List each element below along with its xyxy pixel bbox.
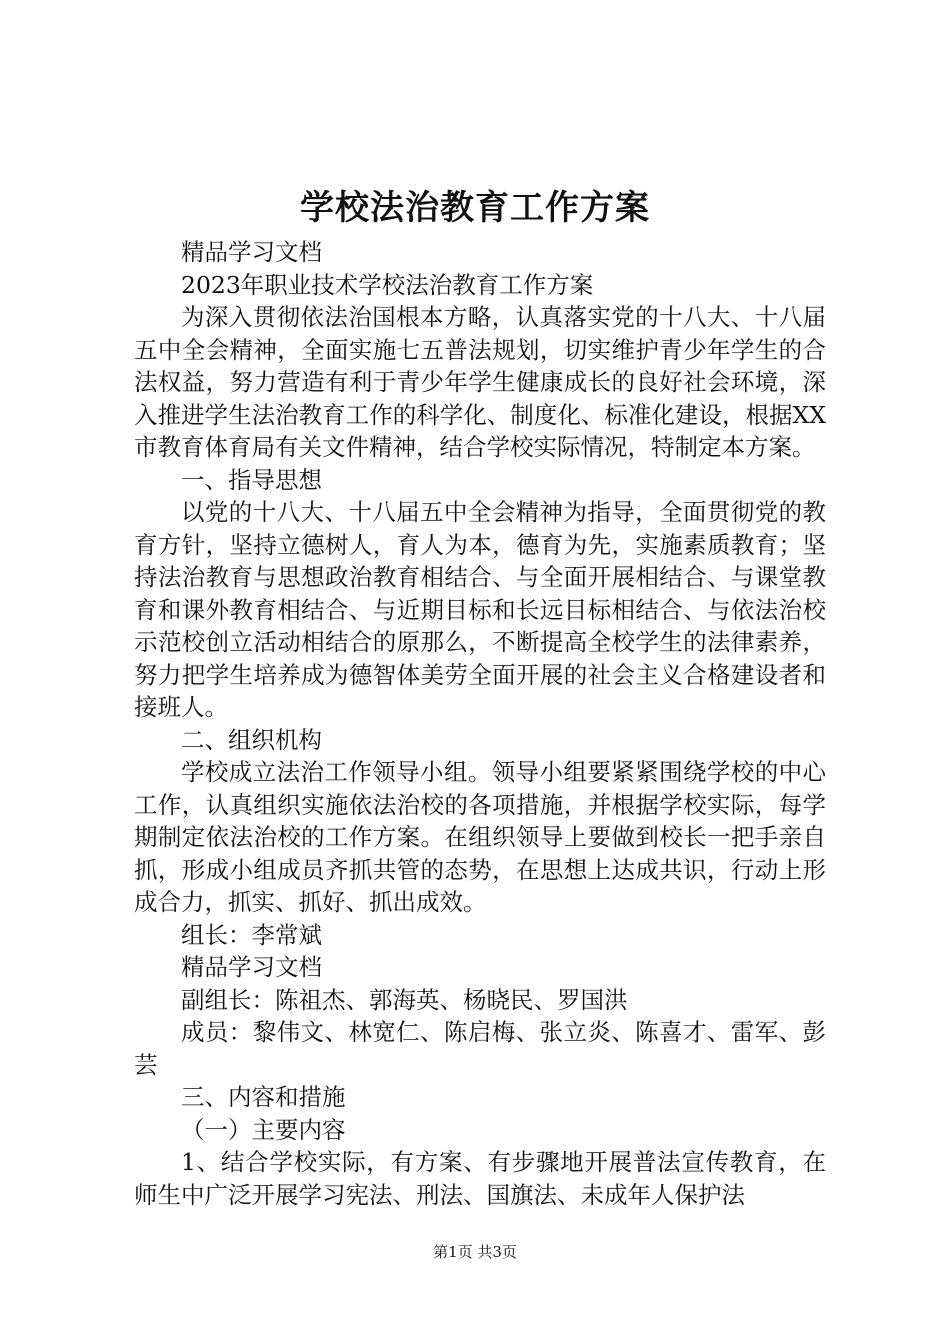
section-heading-guiding-thought: 一、指导思想 xyxy=(181,465,322,494)
paragraph-intro: 为深入贯彻依法治国根本方略，认真落实党的十八大、十八届五中全会精神，全面实施七五普法规划，切实维护青少年学生的合法权益，努力营造有利于青少年学生健康成长的良好社会环境，深入推进学生法治教育工作的科学化、制度化、标准化建设，根据XX市教育体育局有关文件精神，结合学校实际情况，特制定本方案。 xyxy=(134,303,826,461)
paragraph-header-label: 精品学习文档 xyxy=(181,238,322,266)
subsection-heading-main-content: （一）主要内容 xyxy=(181,1115,346,1144)
document-body xyxy=(134,236,826,1211)
section-heading-content-measures: 三、内容和措施 xyxy=(181,1083,346,1111)
paragraph-deputy-leaders: 副组长：陈祖杰、郭海英、杨晓民、罗国洪 xyxy=(181,985,628,1014)
paragraph-guiding-thought: 以党的十八大、十八届五中全会精神为指导，全面贯彻党的教育方针，坚持立德树人，育人为本，德育为先，实施素质教育；坚持法治教育与思想政治教育相结合、与全面开展相结合、与课堂教育和课外教育相结合、与近期目标和长远目标相结合、与依法治校示范校创立活动相结合的原那么，不断提高全校学生的法律素养，努力把学生培养成为德智体美劳全面开展的社会主义合格建设者和接班人。 xyxy=(134,498,826,721)
document-title: 学校法治教育工作方案 xyxy=(300,188,650,228)
paragraph-members: 成员：黎伟文、林宽仁、陈启梅、张立炎、陈喜才、雷军、彭芸 xyxy=(134,1018,826,1079)
paragraph-item-1: 1、结合学校实际，有方案、有步骤地开展普法宣传教育，在师生中广泛开展学习宪法、刑法、国旗法、未成年人保护法 xyxy=(134,1148,826,1209)
paragraph-watermark-label: 精品学习文档 xyxy=(181,953,322,981)
page-footer: 第1页 共3页 xyxy=(433,1243,517,1261)
section-heading-organization: 二、组织机构 xyxy=(181,725,322,754)
paragraph-organization: 学校成立法治工作领导小组。领导小组要紧紧围绕学校的中心工作，认真组织实施依法治校的各项措施，并根据学校实际，每学期制定依法治校的工作方案。在组织领导上要做到校长一把手亲自抓，形成小组成员齐抓共管的态势，在思想上达成共识，行动上形成合力，抓实、抓好、抓出成效。 xyxy=(134,758,826,916)
paragraph-subtitle: 2023年职业技术学校法治教育工作方案 xyxy=(181,270,594,299)
paragraph-team-leader: 组长：李常斌 xyxy=(181,920,322,949)
